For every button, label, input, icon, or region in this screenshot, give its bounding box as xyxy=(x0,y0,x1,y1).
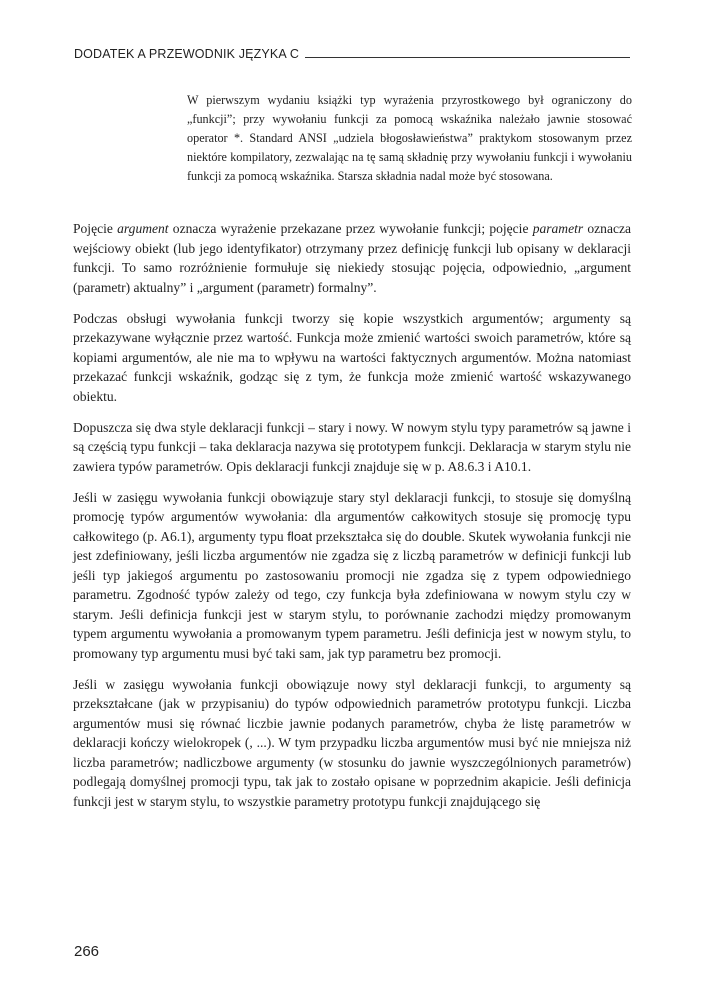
paragraph-5: Jeśli w zasięgu wywołania funkcji obowiązuje nowy styl deklaracji funkcji, to argumenty są przekształcane (jak w przypisaniu) do typów odpowiednich parametrów prototypu funkcji. Liczba argumentów musi się równać liczbie jawnie podanych parametrów, chyba że listę parametrów w deklaracji kończy wielokropek (, ...). W tym przypadku liczba argumentów musi być nie mniejsza niż liczba parametrów; nadliczbowe argumenty (w stosunku do jawnie wyszczególnionych parametrów) podlegają domyślnej promocji typu, tak jak to zostało opisane w poprzednim akapicie. Jeśli definicja funkcji jest w starym stylu, to wszystkie parametry prototypu funkcji znajdującego się xyxy=(73,676,631,809)
note-block: W pierwszym wydaniu książki typ wyrażenia przyrostkowego był ograniczony do „funkcji”; przy wywołaniu funkcji za pomocą wskaźnika należało jawnie stosować operator *. Standard ANSI „udziela błogosławieństwa” praktykom stosowanym przez niektóre kompilatory, zezwalając na tę samą składnię przy wywołaniu funkcji i wywołaniu funkcji za pomocą wskaźnika. Starsza składnia nadal może być stosowana. xyxy=(187,93,632,183)
p1-text-1: Pojęcie xyxy=(73,221,118,236)
term-parametr: parametr xyxy=(532,221,584,236)
header-title: DODATEK A PRZEWODNIK JĘZYKA C xyxy=(74,47,299,61)
code-float: float xyxy=(287,528,313,544)
p4-text-3: . Skutek wywołania funkcji nie jest zdefiniowany, jeśli liczba argumentów nie zgadza się z liczbą parametrów w definicji funkcji lub jeśli typ jakiegoś argumentu po zastosowaniu promocji nie zgadza się z typem odpowiedniego parametru. Zgodność typów zależy od tego, czy funkcja była zdefiniowana w nowym stylu czy w starym. Jeśli definicja funkcji jest w starym stylu, to porównanie zachodzi między promowanym typem argumentu wywołania a promowanym typem parametru. Jeśli definicja jest w nowym stylu, to promowany typ argumentu musi być taki sam, jak typ parametru bez promocji. xyxy=(73,528,631,661)
p4-text-1: Jeśli w zasięgu wywołania funkcji obowiązuje stary styl deklaracji funkcji, to stosuje się domyślną promocję typów argumentów wywołania: dla argumentów całkowitych stosuje się promocję typu całkowitego (p. A6.1), argumenty typu xyxy=(73,489,631,544)
paragraph-4 xyxy=(73,488,631,664)
page-number: 266 xyxy=(74,943,100,960)
paragraph-2: Podczas obsługi wywołania funkcji tworzy się kopie wszystkich argumentów; argumenty są przekazywane wyłącznie przez wartość. Funkcja może zmienić wartości swoich parametrów, które są kopiami argumentów, ale nie ma to wpływu na wartości faktycznych argumentów. Można natomiast przekazać funkcji wskaźnik, godząc się z tym, że funkcja może zmienić wartość wskazywanego obiektu. xyxy=(73,310,631,404)
p4-text-2: przekształca się do xyxy=(312,528,422,544)
header-rule xyxy=(305,56,630,58)
paragraph-1 xyxy=(73,219,631,297)
main-text xyxy=(73,219,631,823)
p1-text-3: oznacza wejściowy obiekt (lub jego identyfikator) otrzymany przez definicję funkcji lub opisany w deklaracji funkcji. To samo rozróżnienie formułuje się niekiedy stosując pojęcia, odpowiednio, „argument (parametr) aktualny” i „argument (parametr) formalny”. xyxy=(73,221,632,295)
p1-text-2: oznacza wyrażenie przekazane przez wywołanie funkcji; pojęcie xyxy=(168,221,533,236)
term-argument: argument xyxy=(117,221,169,236)
running-header xyxy=(74,47,630,61)
paragraph-3: Dopuszcza się dwa style deklaracji funkcji – stary i nowy. W nowym stylu typy parametrów są jawne i są częścią typu funkcji – taka deklaracja nazywa się prototypem funkcji. Deklaracja w starym stylu nie zawiera typów parametrów. Opis deklaracji funkcji znajduje się w p. A8.6.3 i A10.1. xyxy=(73,419,631,474)
code-double: double xyxy=(421,528,462,544)
